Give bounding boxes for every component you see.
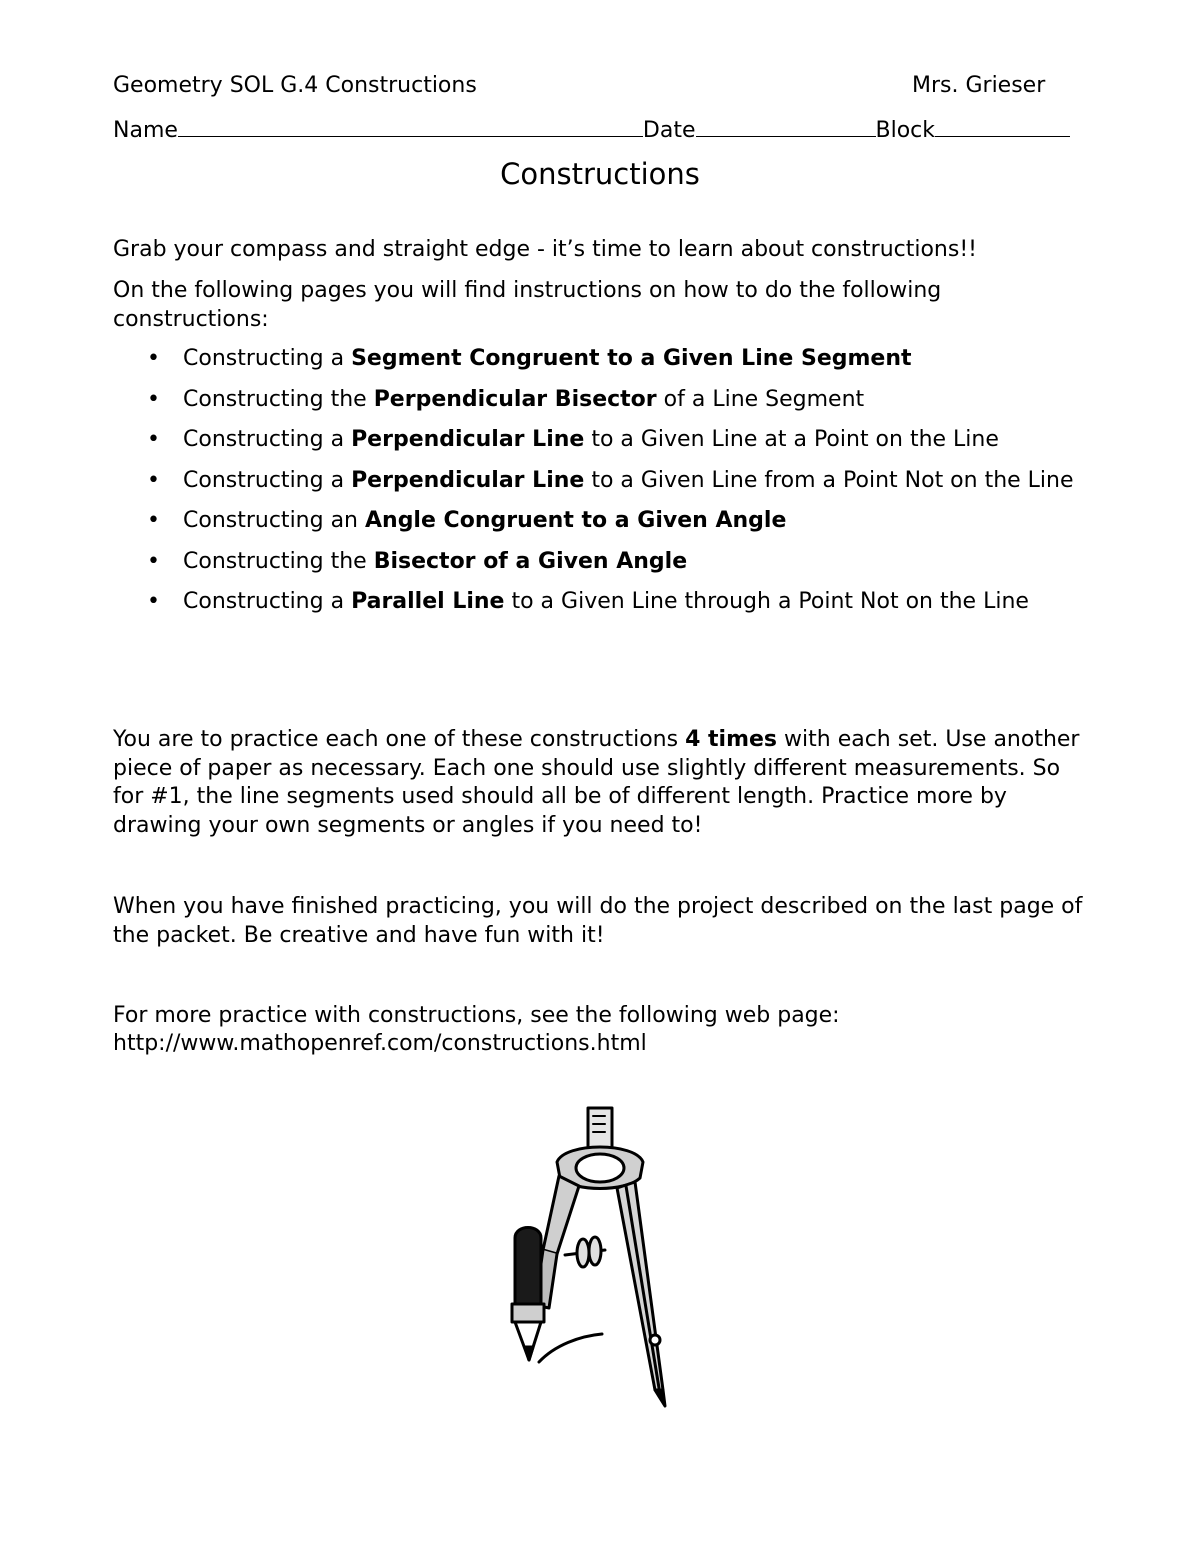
intro-text: Grab your compass and straight edge - it’s time to learn about constructions!! xyxy=(113,237,977,262)
block-label: Block xyxy=(875,118,936,143)
bullet-icon: • xyxy=(147,508,160,533)
more-practice-text: For more practice with constructions, see the following web page: xyxy=(113,1003,840,1028)
name-blank[interactable] xyxy=(178,114,643,137)
page-title: Constructions xyxy=(500,157,700,191)
list-item: • Constructing a Perpendicular Line to a Given Line at a Point on the Line xyxy=(147,427,999,452)
bullet-icon: • xyxy=(147,346,160,371)
teacher-name: Mrs. Grieser xyxy=(912,73,1046,98)
list-intro-text: On the following pages you will find instructions on how to do the following constructions: xyxy=(113,278,942,332)
constructions-list xyxy=(113,344,1088,628)
list-item: • Constructing a Perpendicular Line to a Given Line from a Point Not on the Line xyxy=(147,467,1074,493)
date-blank[interactable] xyxy=(696,114,876,137)
practice-count: 4 times xyxy=(685,727,778,752)
student-info-fields xyxy=(113,114,1070,145)
block-blank[interactable] xyxy=(935,114,1070,137)
list-item: • Constructing a Parallel Line to a Given Line through a Point Not on the Line xyxy=(147,589,1029,614)
practice-paragraph: You are to practice each one of these constructions 4 times with each set. Use another piece of paper as necessary. Each one should use slightly different measurements. So for #1, the line segments used should all be of different length. Practice more by drawing your own segments or angles if you need to! xyxy=(113,727,1080,838)
list-item: • Constructing the Perpendicular Bisector of a Line Segment xyxy=(147,386,865,412)
bullet-icon: • xyxy=(147,467,160,493)
name-label: Name xyxy=(113,118,178,143)
list-item: • Constructing a Segment Congruent to a Given Line Segment xyxy=(147,346,912,371)
bullet-icon: • xyxy=(147,589,160,614)
course-header: Geometry SOL G.4 Constructions xyxy=(113,73,477,98)
bullet-icon: • xyxy=(147,386,160,412)
finish-paragraph: When you have finished practicing, you will do the project described on the last page of the packet. Be creative and have fun with it! xyxy=(113,894,1083,948)
bullet-icon: • xyxy=(147,548,160,574)
date-label: Date xyxy=(642,118,696,143)
reference-url[interactable]: http://www.mathopenref.com/constructions.html xyxy=(113,1031,647,1056)
bullet-icon: • xyxy=(147,427,160,452)
compass-icon xyxy=(495,1100,685,1410)
list-item: • Constructing the Bisector of a Given Angle xyxy=(147,548,688,574)
list-item: • Constructing an Angle Congruent to a Given Angle xyxy=(147,508,787,533)
